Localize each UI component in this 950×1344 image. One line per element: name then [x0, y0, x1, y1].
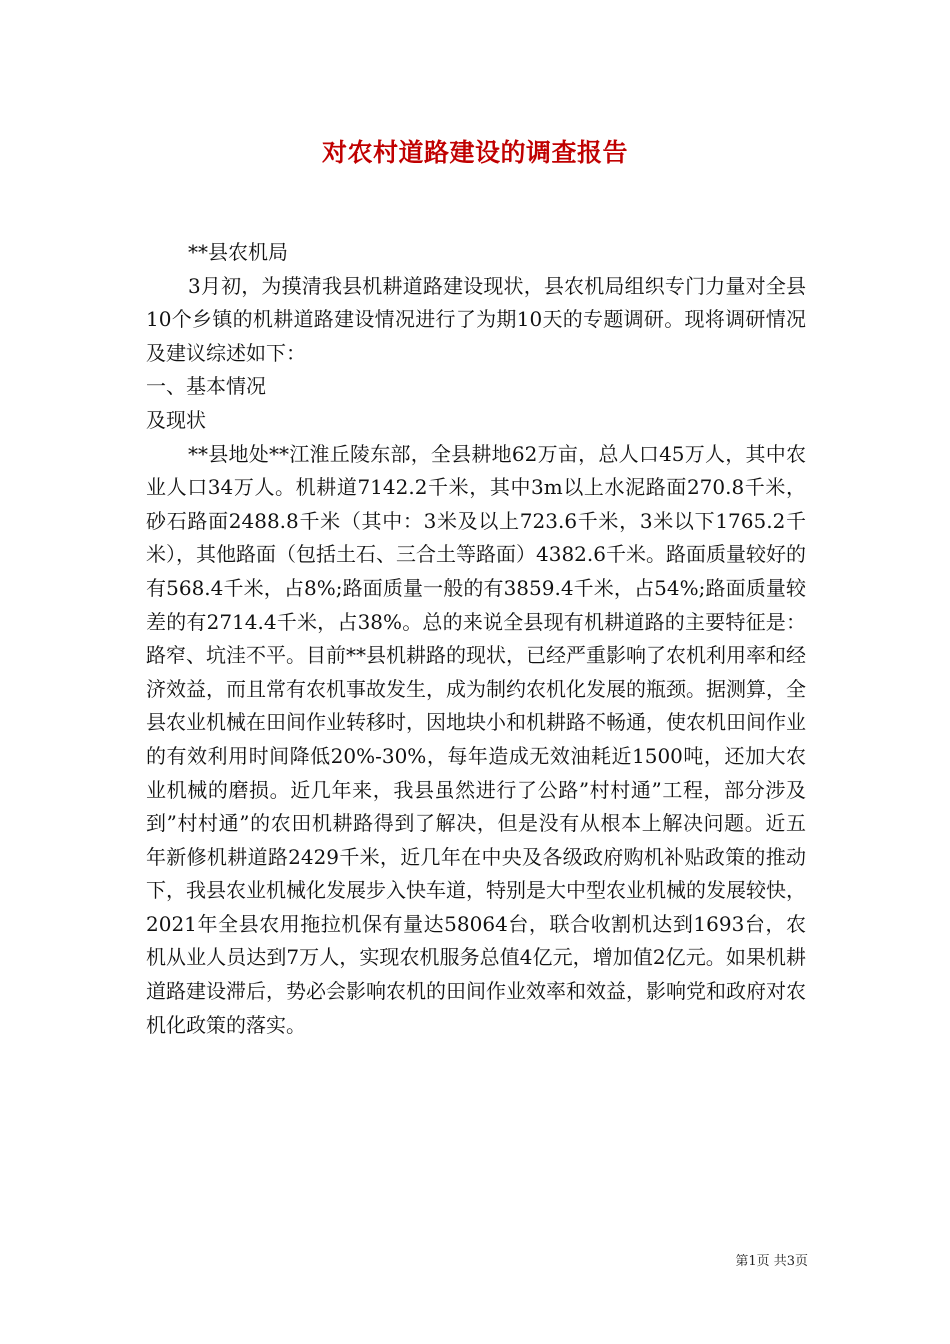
document-title: 对农村道路建设的调查报告	[321, 138, 628, 167]
intro-paragraph: 3月初，为摸清我县机耕道路建设现状，县农机局组织专门力量对全县10个乡镇的机耕道路建设情况进行了为期10天的专题调研。现将调研情况及建议综述如下：	[146, 273, 806, 365]
page-footer: 第1页 共3页	[735, 1254, 808, 1269]
section-heading: 一、基本情况	[146, 374, 266, 399]
document-body	[146, 236, 806, 1042]
section-heading-continuation: 及现状	[146, 407, 206, 432]
body-paragraph: **县地处**江淮丘陵东部，全县耕地62万亩，总人口45万人，其中农业人口34万人。机耕道7142.2千米，其中3m以上水泥路面270.8千米，砂石路面2488.8千米（其中：3米及以上723.6千米，3米以下1765.2千米），其他路面（包括土石、三合土等路面）4382.6千米。路面质量较好的有568.4千米，占8%;路面质量一般的有3859.4千米，占54%;路面质量较差的有2714.4千米，占38%。总的来说全县现有机耕道路的主要特征是：路窄、坑洼不平。目前**县机耕路的现状，已经严重影响了农机利用率和经济效益，而且常有农机事故发生，成为制约农机化发展的瓶颈。据测算，全县农业机械在田间作业转移时，因地块小和机耕路不畅通，使农机田间作业的有效利用时间降低20%-30%，每年造成无效油耗近1500吨，还加大农业机械的磨损。近几年来，我县虽然进行了公路”村村通”工程，部分涉及到”村村通”的农田机耕路得到了解决，但是没有从根本上解决问题。近五年新修机耕道路2429千米，近几年在中央及各级政府购机补贴政策的推动下，我县农业机械化发展步入快车道，特别是大中型农业机械的发展较快，2021年全县农用拖拉机保有量达58064台，联合收割机达到1693台，农机从业人员达到7万人，实现农机服务总值4亿元，增加值2亿元。如果机耕道路建设滞后，势必会影响农机的田间作业效率和效益，影响党和政府对农机化政策的落实。	[146, 441, 806, 1037]
author-line: **县农机局	[188, 240, 288, 264]
